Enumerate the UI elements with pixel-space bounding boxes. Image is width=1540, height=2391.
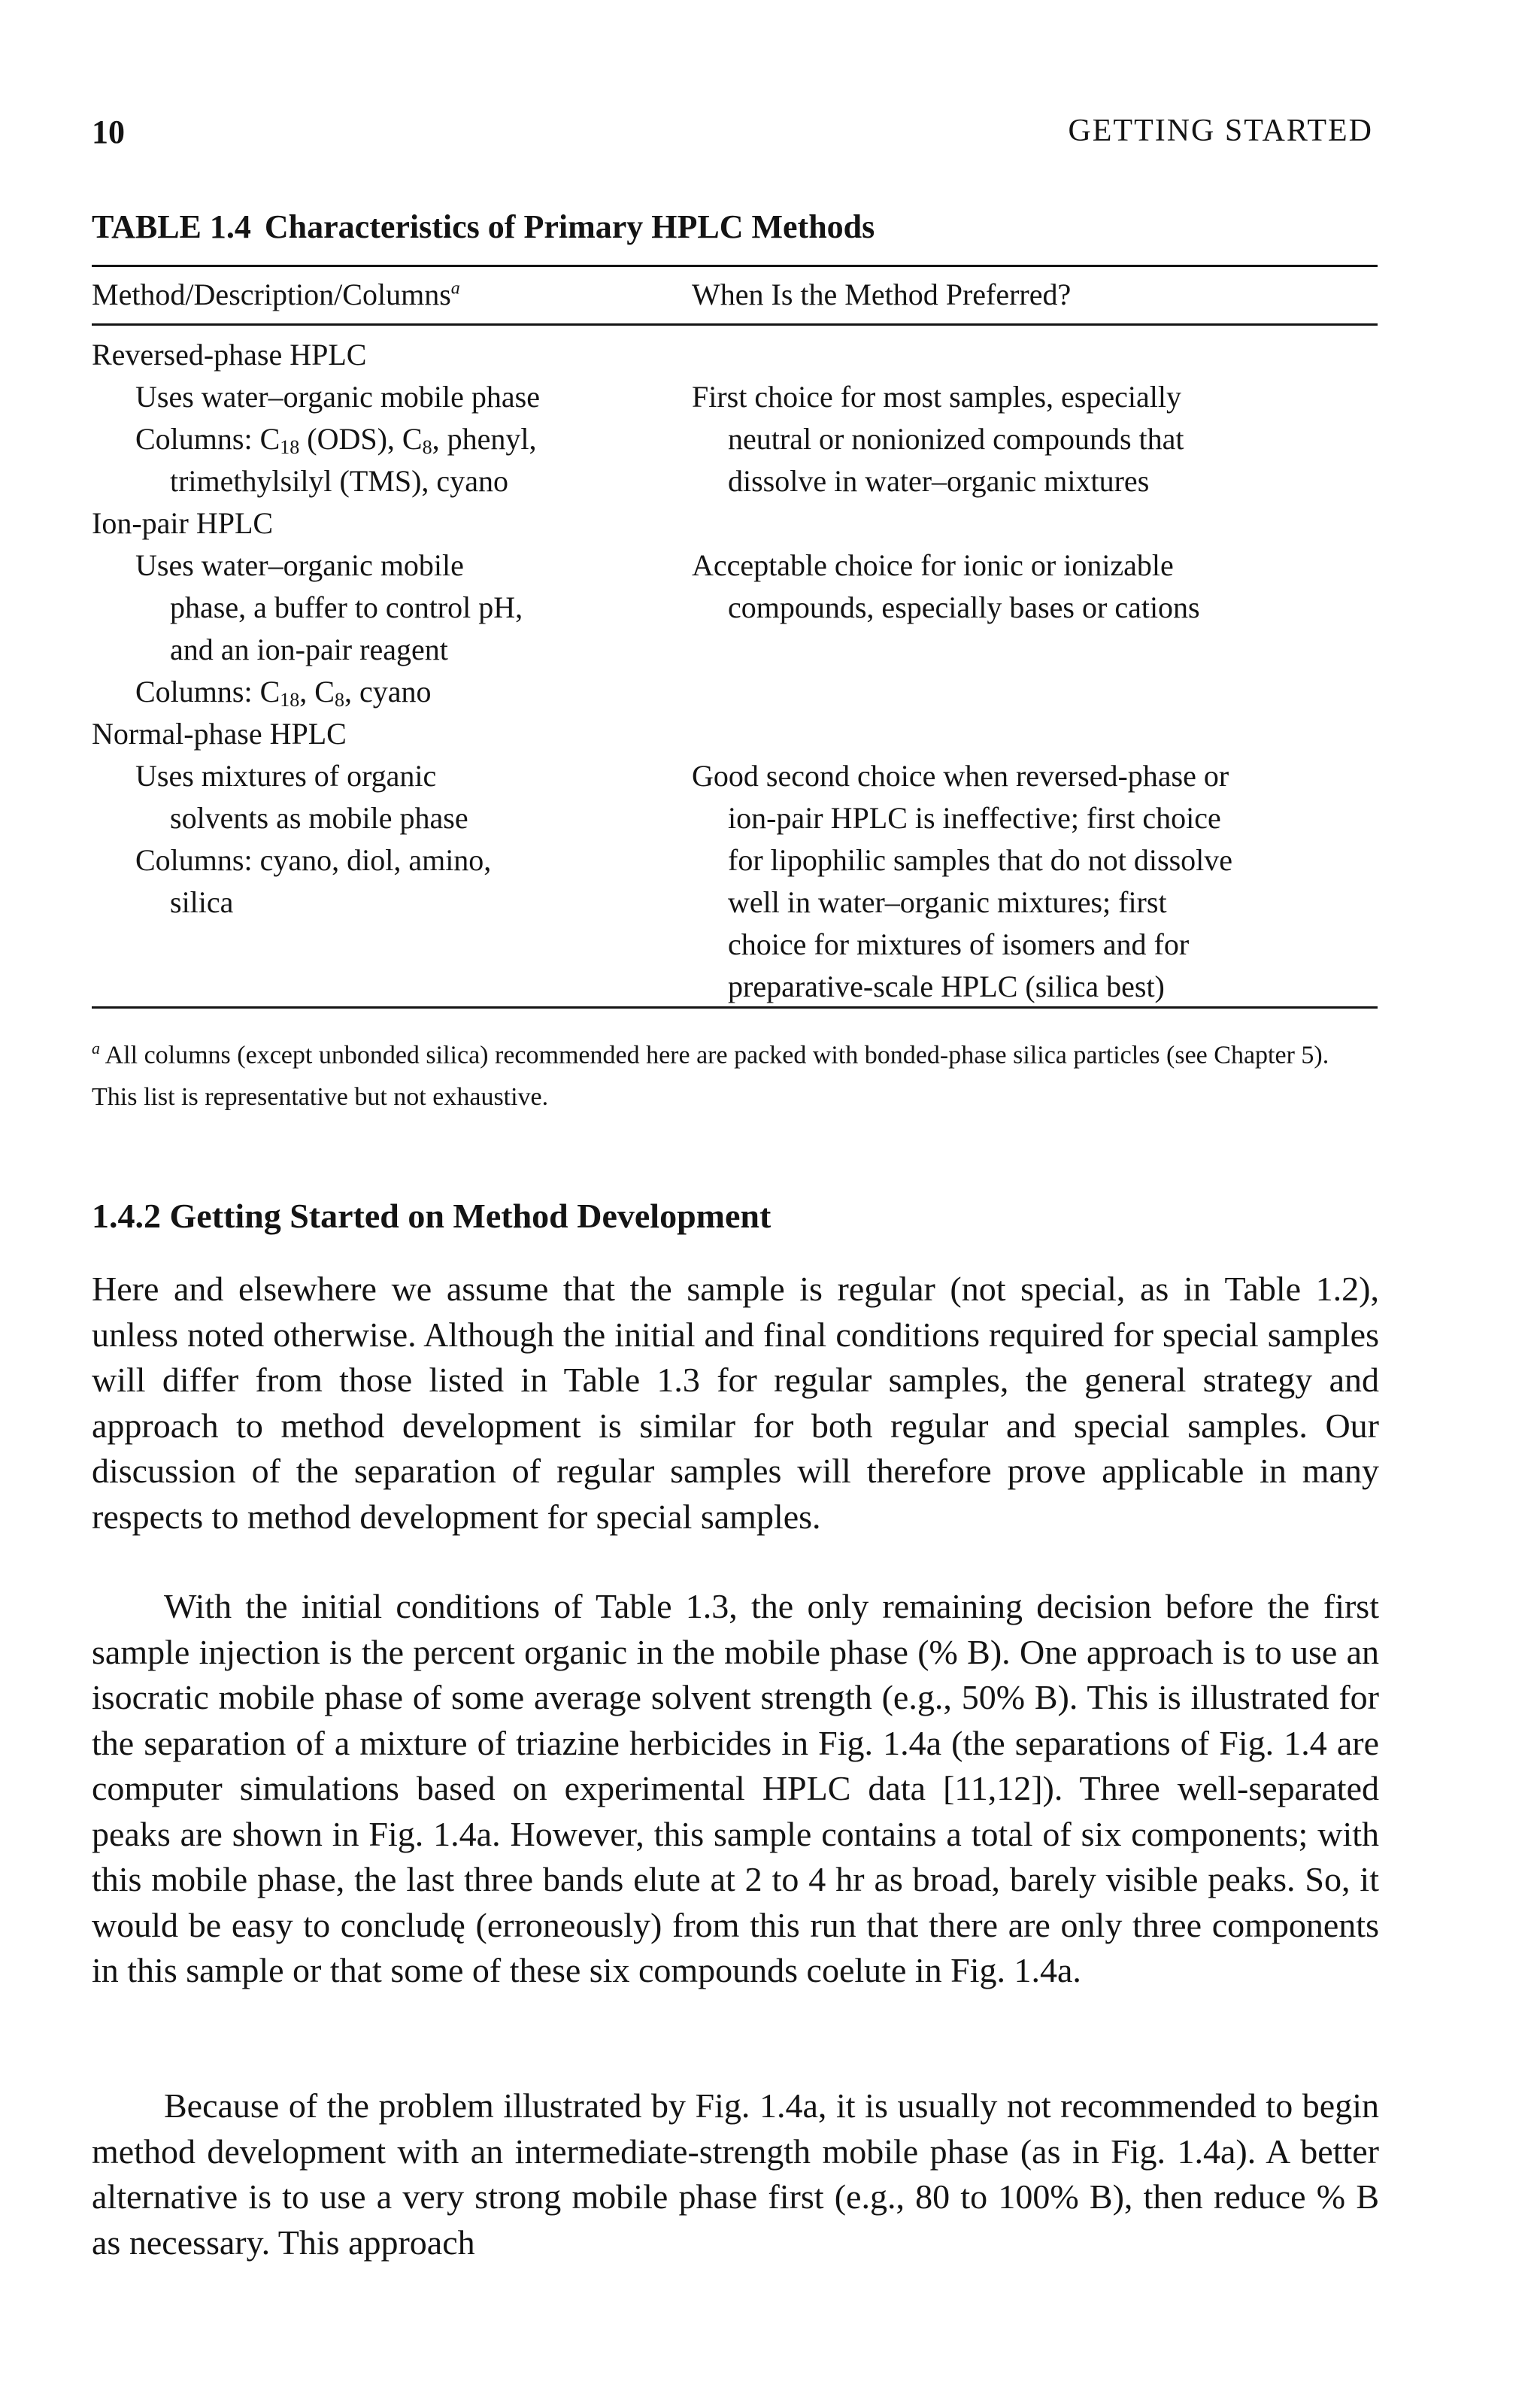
table-right-line: Good second choice when reversed-phase or	[692, 759, 1229, 793]
table-right-line: choice for mixtures of isomers and for	[728, 927, 1190, 961]
table-left-line: Columns: $C_{18}$ (ODS), $C_8$, phenyl,	[135, 422, 537, 458]
body-paragraph-2: With the initial conditions of Table 1.3, the only remaining decision before the first sample injection is the percent organic in the mobile phase (% B). One approach is to use an isocratic mobile phase of some average solvent strength (e.g., 50% B). This is illustrated for the separation of a mixture of triazine herbicides in Fig. 1.4a (the separations of Fig. 1.4 are computer simulations based on experimental HPLC data [11,12]). Three well-separated peaks are shown in Fig. 1.4a. However, this sample contains a total of six components; with this mobile phase, the last three bands elute at 2 to 4 hr as broad, barely visible peaks. So, it would be easy to concludę (erroneously) from this run that there are only three components in this sample or that some of these six compounds coelute in Fig. 1.4a.	[92, 1587, 1379, 1989]
table-left-line: trimethylsilyl (TMS), cyano	[170, 464, 508, 498]
table-left-line: Uses water–organic mobile	[135, 548, 464, 582]
table-right-line: well in water–organic mixtures; first	[728, 885, 1167, 919]
table-method-normal-phase: Normal-phase HPLC	[92, 717, 347, 751]
table-left-line: Columns: cyano, diol, amino,	[135, 843, 492, 877]
body-paragraph-3: Because of the problem illustrated by Fig. 1.4a, it is usually not recommended to begin method development with an intermediate-strength mobile phase (as in Fig. 1.4a). A better alternative is to use a very strong mobile phase first (e.g., 80 to 100% B), then reduce % B as necessary. This approach	[92, 2086, 1379, 2262]
table-caption: Characteristics of Primary HPLC Methods	[264, 208, 875, 245]
table-header-col2: When Is the Method Preferred?	[692, 278, 1072, 311]
table-right-line: compounds, especially bases or cations	[728, 590, 1200, 624]
table-left-line: and an ion-pair reagent	[170, 633, 448, 666]
table-top-rule	[92, 265, 1378, 267]
table-right-line: First choice for most samples, especially	[692, 380, 1181, 414]
table-method-reversed-phase: Reversed-phase HPLC	[92, 338, 367, 372]
table-method-ion-pair: Ion-pair HPLC	[92, 506, 274, 540]
page-number: 10	[92, 114, 125, 150]
table-bottom-rule	[92, 1006, 1378, 1009]
footnote-marker: a	[450, 278, 460, 299]
footnote-marker: a	[92, 1039, 100, 1057]
running-head: GETTING STARTED	[1068, 114, 1373, 148]
table-right-line: preparative-scale HPLC (silica best)	[728, 969, 1165, 1003]
body-paragraph-1: Here and elsewhere we assume that the sample is regular (not special, as in Table 1.2), unless noted otherwise. Although the initial and final conditions required for special samples will differ from those listed in Table 1.3 for regular samples, the general strategy and approach to method development is similar for both regular and special samples. Our discussion of the separation of regular samples will therefore prove applicable in many respects to method development for special samples.	[92, 1270, 1379, 1536]
table-left-line: Uses mixtures of organic	[135, 759, 437, 793]
table-right-line: Acceptable choice for ionic or ionizable	[692, 548, 1174, 582]
table-left-line: phase, a buffer to control pH,	[170, 590, 523, 624]
table-footnote: $^a$ All columns (except unbonded silica) recommended here are packed with bonded-phase silica particles (see Chapter 5). This list is representative but not exhaustive.	[92, 1039, 1329, 1112]
table-header-col1: Method/Description/Columns$^a$	[92, 278, 460, 311]
table-label: TABLE 1.4	[92, 208, 251, 245]
table-header-rule	[92, 323, 1378, 326]
table-left-line: solvents as mobile phase	[170, 801, 468, 835]
table-left-line: silica	[170, 885, 234, 919]
table-right-line: for lipophilic samples that do not dissolve	[728, 843, 1233, 877]
table-left-line: Columns: $C_{18}$, $C_8$, cyano	[135, 675, 432, 711]
table-right-line: neutral or nonionized compounds that	[728, 422, 1184, 456]
table-right-line: ion-pair HPLC is ineffective; first choice	[728, 801, 1221, 835]
table-title	[92, 208, 875, 246]
section-heading: 1.4.2 Getting Started on Method Development	[92, 1197, 772, 1235]
table-right-line: dissolve in water–organic mixtures	[728, 464, 1150, 498]
table-left-line: Uses water–organic mobile phase	[135, 380, 540, 414]
